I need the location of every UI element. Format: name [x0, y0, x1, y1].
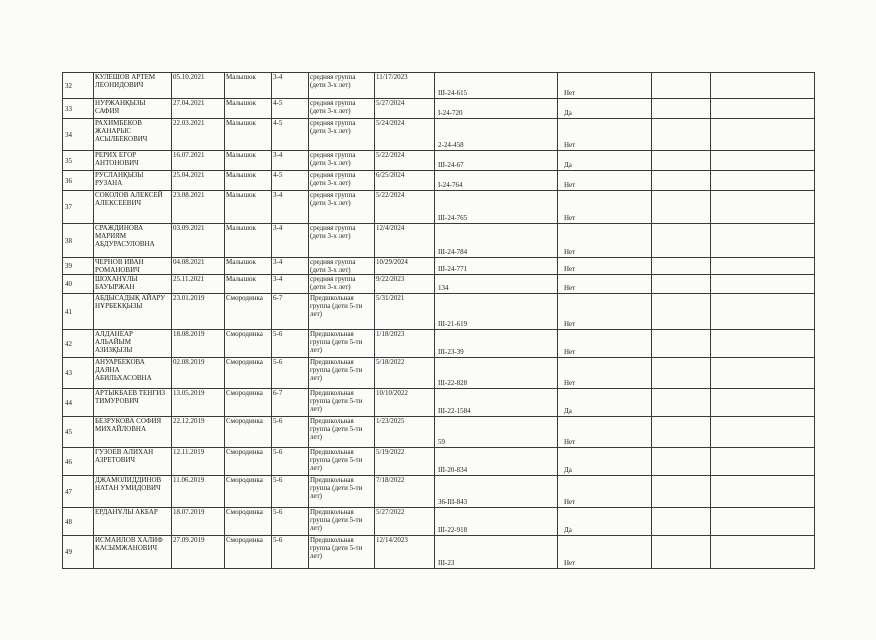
child-name: РЕРИХ ЕГОР АНТОНОВИЧ — [94, 151, 172, 171]
row-number: 42 — [63, 330, 94, 358]
empty-cell-b — [711, 536, 815, 569]
group-type: Предшкольная группа (дети 5-ти лет) — [309, 448, 375, 476]
row-number: 47 — [63, 476, 94, 508]
birth-date: 18.08.2019 — [172, 330, 225, 358]
group-name: Малышок — [225, 191, 272, 224]
queue-date: 11/17/2023 — [375, 73, 435, 99]
table-row — [63, 119, 815, 151]
empty-cell-a — [652, 151, 711, 171]
group-type: средняя группа (дети 3-х лет) — [309, 151, 375, 171]
group-type: Предшкольная группа (дети 5-ти лет) — [309, 476, 375, 508]
birth-date: 27.04.2021 — [172, 99, 225, 119]
flag-value: Да — [558, 151, 652, 171]
group-type: Предшкольная группа (дети 5-ти лет) — [309, 358, 375, 389]
empty-cell-a — [652, 119, 711, 151]
group-name: Смородинка — [225, 417, 272, 448]
queue-date: 7/18/2022 — [375, 476, 435, 508]
reg-code: III-24-765 — [435, 191, 558, 224]
empty-cell-a — [652, 275, 711, 294]
queue-date: 5/18/2022 — [375, 358, 435, 389]
birth-date: 02.08.2019 — [172, 358, 225, 389]
table-row — [63, 171, 815, 191]
flag-value: Нет — [558, 191, 652, 224]
table-row — [63, 417, 815, 448]
queue-date: 5/24/2024 — [375, 119, 435, 151]
flag-value: Да — [558, 508, 652, 536]
reg-code: I-24-720 — [435, 99, 558, 119]
row-number: 35 — [63, 151, 94, 171]
empty-cell-b — [711, 448, 815, 476]
empty-cell-a — [652, 476, 711, 508]
row-number: 49 — [63, 536, 94, 569]
flag-value: Нет — [558, 417, 652, 448]
row-number: 46 — [63, 448, 94, 476]
group-name: Смородинка — [225, 358, 272, 389]
flag-value: Нет — [558, 224, 652, 258]
birth-date: 27.09.2019 — [172, 536, 225, 569]
child-name: АРТЫКБАЕВ ТЕНГИЗ ТИМУРОВИЧ — [94, 389, 172, 417]
group-name: Малышок — [225, 171, 272, 191]
flag-value: Нет — [558, 294, 652, 330]
birth-date: 04.08.2021 — [172, 258, 225, 275]
group-name: Смородинка — [225, 330, 272, 358]
child-name: РАХИМБЕКОВ ЖАНАРЫС АСЫЛБЕКОВИЧ — [94, 119, 172, 151]
row-number: 44 — [63, 389, 94, 417]
age-range: 5-6 — [272, 330, 309, 358]
reg-code: 59 — [435, 417, 558, 448]
age-range: 4-5 — [272, 171, 309, 191]
age-range: 5-6 — [272, 448, 309, 476]
empty-cell-a — [652, 389, 711, 417]
empty-cell-b — [711, 99, 815, 119]
queue-date: 9/22/2023 — [375, 275, 435, 294]
age-range: 3-4 — [272, 151, 309, 171]
empty-cell-b — [711, 330, 815, 358]
table-row — [63, 389, 815, 417]
group-type: Предшкольная группа (дети 5-ти лет) — [309, 294, 375, 330]
flag-value: Нет — [558, 330, 652, 358]
birth-date: 03.09.2021 — [172, 224, 225, 258]
children-table — [62, 72, 815, 569]
child-name: КУЛЕШОВ АРТЕМ ЛЕОНИДОВИЧ — [94, 73, 172, 99]
empty-cell-b — [711, 224, 815, 258]
group-type: средняя группа (дети 3-х лет) — [309, 99, 375, 119]
group-type: средняя группа (дети 3-х лет) — [309, 191, 375, 224]
child-name: АЛДАНЕАР АЛЬАЙЫМ АЗИЗҚЫЗЫ — [94, 330, 172, 358]
reg-code: III-24-67 — [435, 151, 558, 171]
group-name: Смородинка — [225, 294, 272, 330]
child-name: ИСМАИЛОВ ХАЛИФ КАСЫМЖАНОВИЧ — [94, 536, 172, 569]
row-number: 32 — [63, 73, 94, 99]
empty-cell-b — [711, 73, 815, 99]
birth-date: 13.05.2019 — [172, 389, 225, 417]
row-number: 39 — [63, 258, 94, 275]
age-range: 3-4 — [272, 191, 309, 224]
row-number: 41 — [63, 294, 94, 330]
empty-cell-a — [652, 99, 711, 119]
table-row — [63, 476, 815, 508]
empty-cell-b — [711, 275, 815, 294]
birth-date: 22.03.2021 — [172, 119, 225, 151]
empty-cell-a — [652, 191, 711, 224]
empty-cell-b — [711, 476, 815, 508]
age-range: 3-4 — [272, 73, 309, 99]
birth-date: 05.10.2021 — [172, 73, 225, 99]
reg-code: III-23-39 — [435, 330, 558, 358]
document-sheet — [62, 72, 815, 569]
age-range: 3-4 — [272, 224, 309, 258]
empty-cell-b — [711, 417, 815, 448]
child-name: БЕЗРУКОВА СОФИЯ МИХАЙЛОВНА — [94, 417, 172, 448]
group-name: Малышок — [225, 119, 272, 151]
table-row — [63, 536, 815, 569]
reg-code: 134 — [435, 275, 558, 294]
age-range: 4-5 — [272, 99, 309, 119]
child-name: АБДЫСАДЫҚ АЙАРУ НҰРБЕКҚЫЗЫ — [94, 294, 172, 330]
empty-cell-b — [711, 171, 815, 191]
table-row — [63, 508, 815, 536]
age-range: 5-6 — [272, 476, 309, 508]
group-type: средняя группа (дети 3-х лет) — [309, 119, 375, 151]
group-type: Предшкольная группа (дети 5-ти лет) — [309, 536, 375, 569]
empty-cell-b — [711, 508, 815, 536]
empty-cell-b — [711, 358, 815, 389]
reg-code: III-22-918 — [435, 508, 558, 536]
queue-date: 5/19/2022 — [375, 448, 435, 476]
child-name: ДЖАМОЛИДДИНОВ НАТАН УМИДОВИЧ — [94, 476, 172, 508]
reg-code: 36-III-843 — [435, 476, 558, 508]
group-name: Смородинка — [225, 389, 272, 417]
row-number: 43 — [63, 358, 94, 389]
child-name: ЕРДАНҰЛЫ АКБАР — [94, 508, 172, 536]
empty-cell-a — [652, 536, 711, 569]
group-type: средняя группа (дети 3-х лет) — [309, 275, 375, 294]
flag-value: Нет — [558, 119, 652, 151]
table-row — [63, 258, 815, 275]
flag-value: Нет — [558, 536, 652, 569]
table-row — [63, 330, 815, 358]
birth-date: 23.01.2019 — [172, 294, 225, 330]
age-range: 6-7 — [272, 389, 309, 417]
table-row — [63, 99, 815, 119]
row-number: 40 — [63, 275, 94, 294]
table-row — [63, 73, 815, 99]
child-name: ШОХАНҰЛЫ БАУЫРЖАН — [94, 275, 172, 294]
empty-cell-a — [652, 417, 711, 448]
row-number: 37 — [63, 191, 94, 224]
birth-date: 23.08.2021 — [172, 191, 225, 224]
group-type: средняя группа (дети 3-х лет) — [309, 224, 375, 258]
group-type: средняя группа (дети 3-х лет) — [309, 171, 375, 191]
child-name: РУСЛАНҚЫЗЫ РУЗАНА — [94, 171, 172, 191]
birth-date: 11.06.2019 — [172, 476, 225, 508]
row-number: 36 — [63, 171, 94, 191]
empty-cell-a — [652, 171, 711, 191]
age-range: 5-6 — [272, 508, 309, 536]
group-type: Предшкольная группа (дети 5-ти лет) — [309, 389, 375, 417]
queue-date: 5/31/2021 — [375, 294, 435, 330]
child-name: НУРЖАНҚЫЗЫ САФИЯ — [94, 99, 172, 119]
table-row — [63, 224, 815, 258]
reg-code: III-24-615 — [435, 73, 558, 99]
table-row — [63, 151, 815, 171]
reg-code: III-22-1584 — [435, 389, 558, 417]
child-name: ЧЕРНОВ ИВАН РОМАНОВИЧ — [94, 258, 172, 275]
empty-cell-a — [652, 448, 711, 476]
child-name: СОКОЛОВ АЛЕКСЕЙ АЛЕКСЕЕВИЧ — [94, 191, 172, 224]
empty-cell-b — [711, 258, 815, 275]
birth-date: 12.11.2019 — [172, 448, 225, 476]
flag-value: Нет — [558, 358, 652, 389]
empty-cell-b — [711, 389, 815, 417]
empty-cell-a — [652, 330, 711, 358]
reg-code: III-22-828 — [435, 358, 558, 389]
age-range: 3-4 — [272, 275, 309, 294]
group-name: Смородинка — [225, 536, 272, 569]
birth-date: 25.11.2021 — [172, 275, 225, 294]
reg-code: III-20-834 — [435, 448, 558, 476]
empty-cell-a — [652, 224, 711, 258]
reg-code: III-24-771 — [435, 258, 558, 275]
flag-value: Да — [558, 99, 652, 119]
queue-date: 5/27/2024 — [375, 99, 435, 119]
age-range: 5-6 — [272, 536, 309, 569]
table-row — [63, 275, 815, 294]
row-number: 45 — [63, 417, 94, 448]
row-number: 48 — [63, 508, 94, 536]
group-name: Смородинка — [225, 448, 272, 476]
table-row — [63, 448, 815, 476]
empty-cell-b — [711, 191, 815, 224]
reg-code: I-24-764 — [435, 171, 558, 191]
age-range: 4-5 — [272, 119, 309, 151]
child-name: СРАЖДИНОВА МАРИЯМ АБДУРАСУЛОВНА — [94, 224, 172, 258]
empty-cell-a — [652, 358, 711, 389]
flag-value: Да — [558, 448, 652, 476]
empty-cell-a — [652, 508, 711, 536]
group-name: Малышок — [225, 151, 272, 171]
queue-date: 5/22/2024 — [375, 191, 435, 224]
age-range: 6-7 — [272, 294, 309, 330]
group-name: Смородинка — [225, 508, 272, 536]
group-name: Малышок — [225, 224, 272, 258]
queue-date: 5/22/2024 — [375, 151, 435, 171]
row-number: 38 — [63, 224, 94, 258]
child-name: ГУЗОЕВ АЛИХАН АЗРЕТОВИЧ — [94, 448, 172, 476]
empty-cell-b — [711, 119, 815, 151]
group-name: Малышок — [225, 73, 272, 99]
group-name: Смородинка — [225, 476, 272, 508]
queue-date: 12/4/2024 — [375, 224, 435, 258]
queue-date: 1/23/2025 — [375, 417, 435, 448]
group-name: Малышок — [225, 275, 272, 294]
birth-date: 25.04.2021 — [172, 171, 225, 191]
empty-cell-b — [711, 151, 815, 171]
flag-value: Нет — [558, 476, 652, 508]
flag-value: Нет — [558, 171, 652, 191]
table-row — [63, 294, 815, 330]
queue-date: 12/14/2023 — [375, 536, 435, 569]
child-name: АНУАРБЕКОВА ДАЯНА АБИЛЬХАСОВНА — [94, 358, 172, 389]
group-type: Предшкольная группа (дети 5-ти лет) — [309, 508, 375, 536]
empty-cell-a — [652, 73, 711, 99]
group-type: средняя группа (дети 3-х лет) — [309, 73, 375, 99]
birth-date: 18.07.2019 — [172, 508, 225, 536]
table-row — [63, 191, 815, 224]
group-type: средняя группа (дети 3-х лет) — [309, 258, 375, 275]
queue-date: 10/29/2024 — [375, 258, 435, 275]
row-number: 34 — [63, 119, 94, 151]
flag-value: Нет — [558, 275, 652, 294]
age-range: 5-6 — [272, 417, 309, 448]
group-name: Малышок — [225, 99, 272, 119]
empty-cell-b — [711, 294, 815, 330]
flag-value: Нет — [558, 258, 652, 275]
table-row — [63, 358, 815, 389]
birth-date: 22.12.2019 — [172, 417, 225, 448]
reg-code: III-21-619 — [435, 294, 558, 330]
group-name: Малышок — [225, 258, 272, 275]
queue-date: 10/10/2022 — [375, 389, 435, 417]
age-range: 3-4 — [272, 258, 309, 275]
flag-value: Нет — [558, 73, 652, 99]
group-type: Предшкольная группа (дети 5-ти лет) — [309, 417, 375, 448]
flag-value: Да — [558, 389, 652, 417]
reg-code: III-23 — [435, 536, 558, 569]
reg-code: 2-24-458 — [435, 119, 558, 151]
reg-code: III-24-784 — [435, 224, 558, 258]
empty-cell-a — [652, 294, 711, 330]
queue-date: 5/27/2022 — [375, 508, 435, 536]
age-range: 5-6 — [272, 358, 309, 389]
queue-date: 1/18/2023 — [375, 330, 435, 358]
birth-date: 16.07.2021 — [172, 151, 225, 171]
row-number: 33 — [63, 99, 94, 119]
group-type: Предшкольная группа (дети 5-ти лет) — [309, 330, 375, 358]
empty-cell-a — [652, 258, 711, 275]
queue-date: 6/25/2024 — [375, 171, 435, 191]
